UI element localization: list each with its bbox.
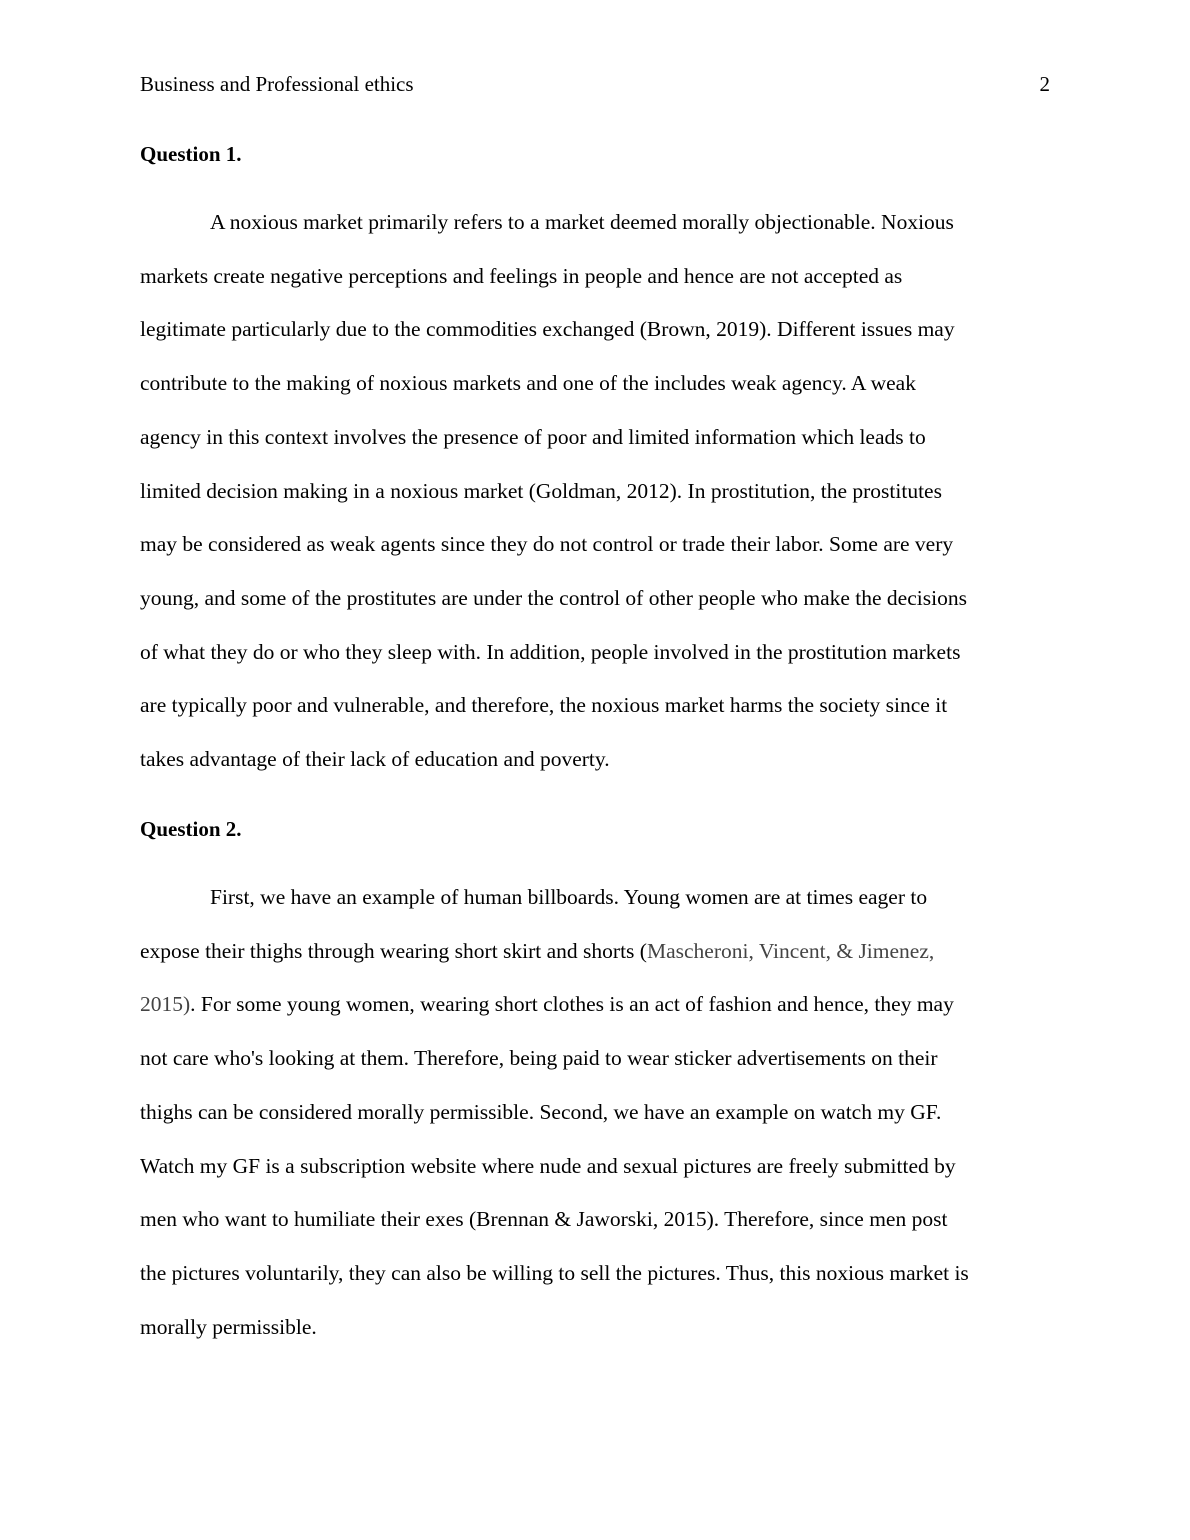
question-1-paragraph: A noxious market primarily refers to a market deemed morally objectionable. Noxious markets create negative perceptions and feelings in people and hence are not accepted as legitimate particularly due to the commodities exchanged (Brown, 2019). Different issues may contribute to the making of noxious markets and one of the includes weak agency. A weak agency in this context involves the presence of poor and limited information which leads to limited decision making in a noxious market (Goldman, 2012). In prostitution, the prostitutes may be considered as weak agents since they do not control or trade their labor. Some are very young, and some of the prostitutes are under the control of other people who make the decisions of what they do or who they sleep with. In addition, people involved in the prostitution markets are typically poor and vulnerable, and therefore, the noxious market harms the society since it takes advantage of their lack of education and poverty.: [140, 210, 967, 772]
running-head-title: Business and Professional ethics: [140, 72, 414, 96]
paragraph-text-end: . For some young women, wearing short clothes is an act of fashion and hence, they may not care who's looking at them. Therefore, being paid to wear sticker advertisements on their thighs can be considered morally permissible. Second, we have an example on watch my GF. Watch my GF is a subscription website where nude and sexual pictures are freely submitted by men who want to humiliate their exes (Brennan & Jaworski, 2015). Therefore, since men post the pictures voluntarily, they can also be willing to sell the pictures. Thus, this noxious market is morally permissible.: [140, 992, 969, 1339]
running-header: [140, 70, 1050, 98]
page-number: 2: [1039, 72, 1050, 96]
question-2-heading: Question 2.: [140, 817, 242, 841]
paragraph-text-start: First, we have an example of human billboards. Young women are at times eager to expose their thighs through wearing short skirt and shorts (: [140, 885, 928, 963]
question-1-heading: Question 1.: [140, 142, 242, 166]
question-2-paragraph: [140, 871, 1050, 1354]
citation-text: Mascheroni, Vincent, & Jimenez, 2015): [140, 938, 935, 1017]
